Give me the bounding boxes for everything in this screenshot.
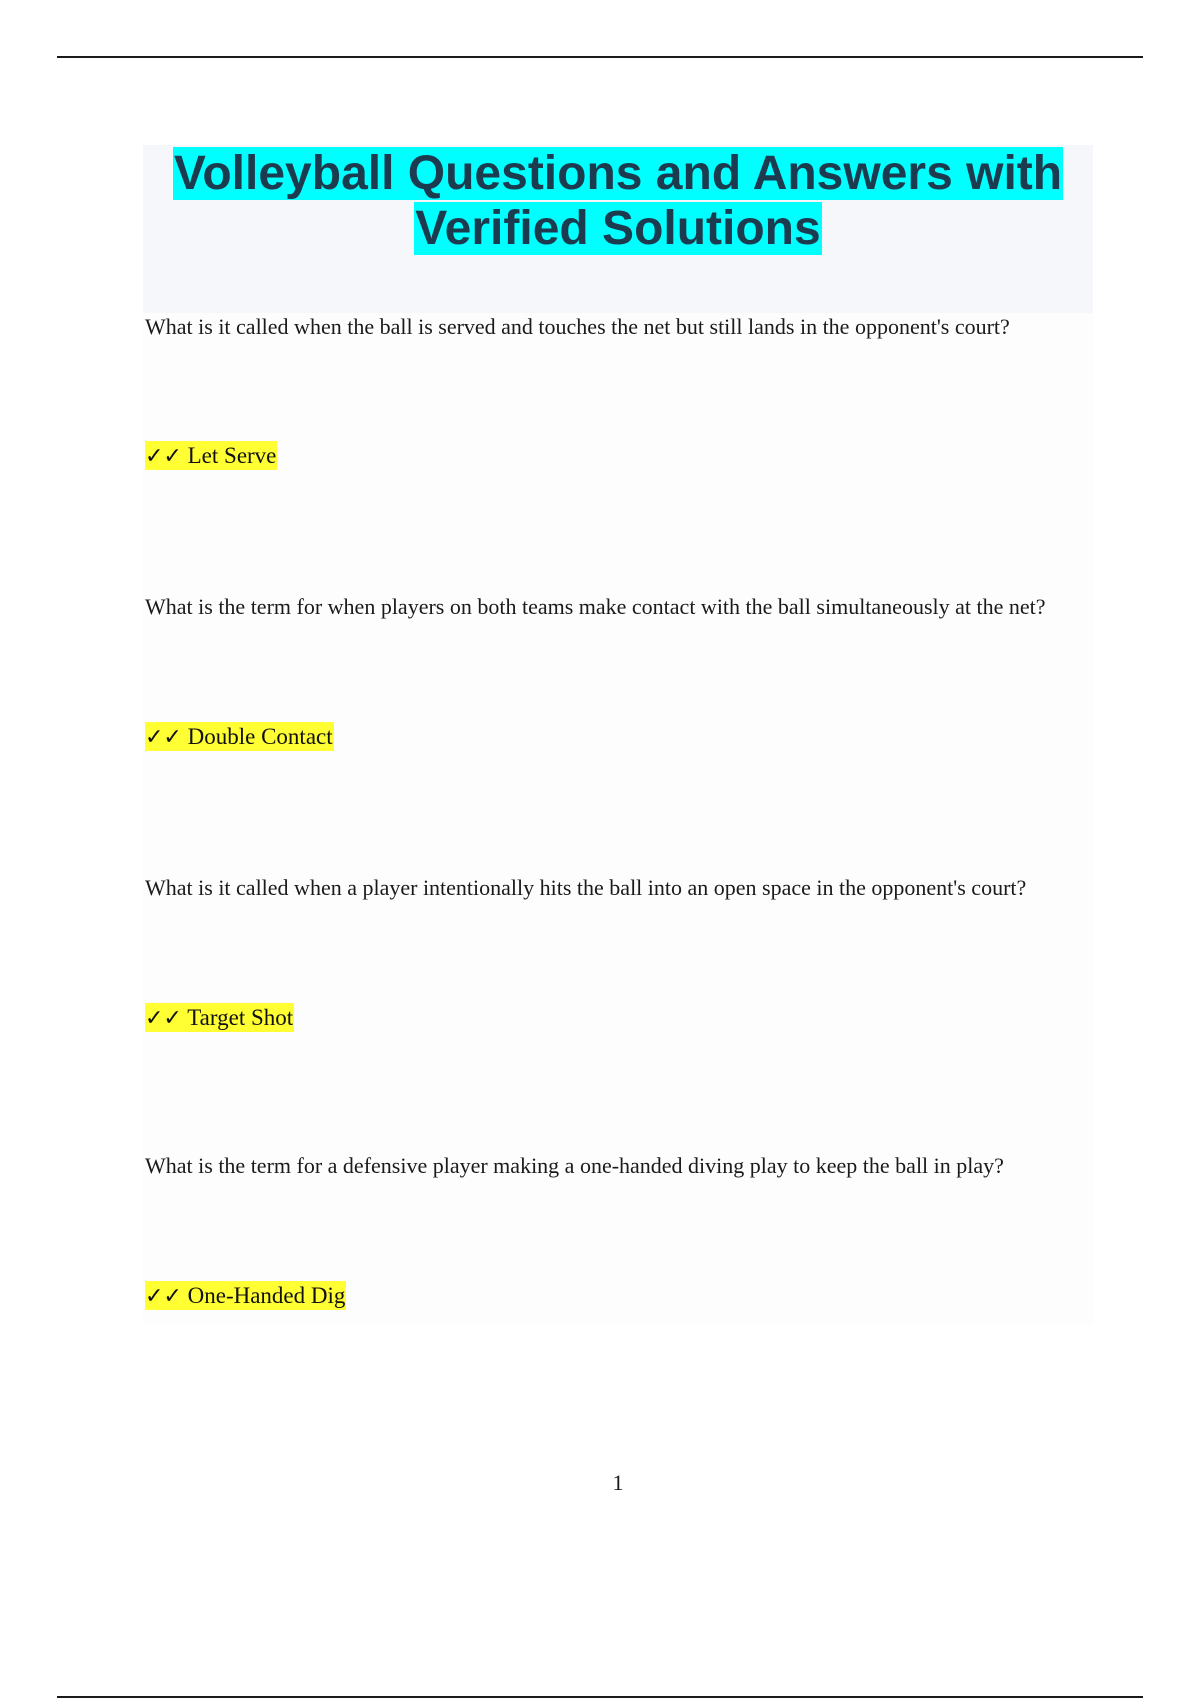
title-line-1: Volleyball Questions and Answers with (173, 147, 1063, 200)
answer-4-text: One-Handed Dig (187, 1283, 346, 1308)
check-icon: ✓✓ (145, 444, 182, 469)
top-rule (57, 56, 1143, 58)
answer-1-highlight (145, 441, 277, 470)
answer-2-text: Double Contact (187, 724, 333, 749)
answer-4-highlight (145, 1281, 346, 1310)
check-icon: ✓✓ (145, 1284, 182, 1309)
question-3: What is it called when a player intentionally hits the ball into an open space in the opponent's court? (145, 875, 1027, 900)
question-1: What is it called when the ball is served and touches the net but still lands in the opponent's court? (145, 314, 1010, 339)
check-icon: ✓✓ (145, 1006, 182, 1031)
answer-2 (145, 721, 334, 754)
answer-2-highlight (145, 722, 334, 751)
answer-4 (145, 1280, 346, 1313)
question-4: What is the term for a defensive player making a one-handed diving play to keep the ball in play? (145, 1153, 1004, 1178)
answer-3-highlight (145, 1003, 294, 1032)
page-number: 1 (612, 1470, 624, 1495)
answer-3 (145, 1002, 294, 1035)
answer-1 (145, 440, 277, 473)
question-2: What is the term for when players on both teams make contact with the ball simultaneously at the net? (145, 594, 1046, 619)
check-icon: ✓✓ (145, 725, 182, 750)
bottom-rule (57, 1696, 1143, 1698)
document-title (143, 146, 1093, 256)
title-line-2: Verified Solutions (415, 202, 821, 255)
answer-3-text: Target Shot (187, 1005, 294, 1030)
answer-1-text: Let Serve (187, 443, 277, 468)
